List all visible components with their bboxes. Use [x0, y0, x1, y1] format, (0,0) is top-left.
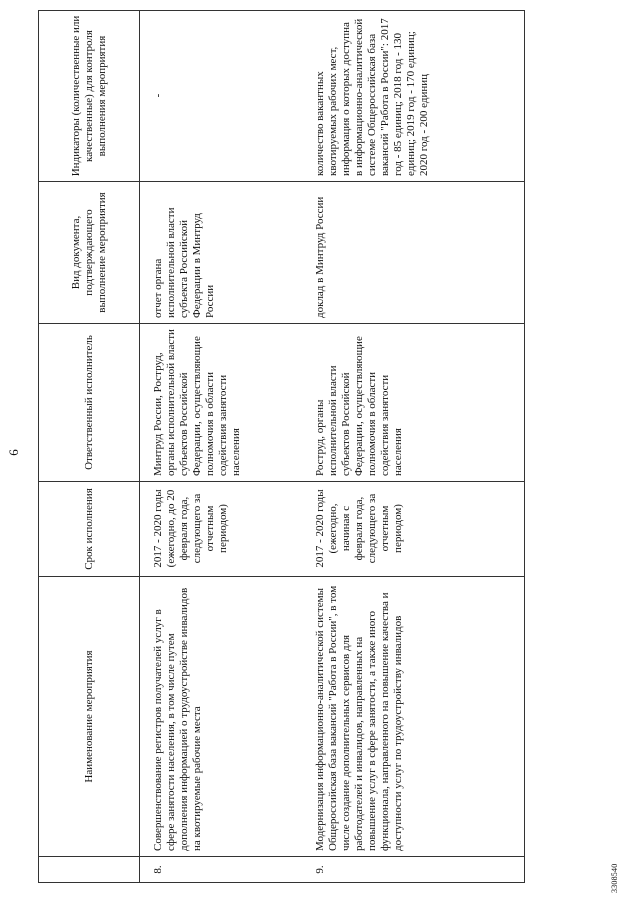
header-name: Наименование мероприятия — [39, 577, 140, 857]
measure-document: отчет органа исполнительной власти субъекта Российской Федерации в Минтруд России — [140, 182, 303, 324]
row-number: 8. — [140, 857, 303, 883]
table-row — [302, 11, 525, 883]
measure-document: доклад в Минтруд России — [302, 182, 525, 324]
measure-indicators: количество вакантных квотируемых рабочих мест, информация о которых доступна в информационно-аналитической системе Общероссийская база вакансий "Работа в России": 2017 год - 85 единиц; 2018 год - 130 единиц; 2019 год - 170 единиц; 2020 год - 200 единиц — [302, 11, 525, 182]
measure-deadline: 2017 - 2020 годы (ежегодно, до 20 февраля года, следующего за отчетным периодом) — [140, 482, 303, 577]
header-indicators: Индикаторы (количественные или качественные) для контроля выполнения мероприятия — [39, 11, 140, 182]
header-document: Вид документа, подтверждающего выполнение мероприятия — [39, 182, 140, 324]
measure-responsible: Роструд, органы исполнительной власти субъектов Российской Федерации, осуществляющие полномочия в области содействия занятости населения — [302, 324, 525, 482]
measure-name: Модернизация информационно-аналитической системы Общероссийская база вакансий "Работа в России", в том числе создание дополнительных сервисов для работодателей и инвалидов, направленных на повышение услуг в сфере занятости, а также иного функционала, направленного на повышение качества и доступности услуг по трудоустройству инвалидов — [302, 577, 525, 857]
table-header-row — [39, 11, 140, 883]
table-row — [140, 11, 303, 883]
measure-deadline: 2017 - 2020 годы (ежегодно, начиная с февраля года, следующего за отчетным периодом) — [302, 482, 525, 577]
document-code: 3308540 — [610, 863, 619, 893]
measure-indicators: - — [140, 11, 303, 182]
measures-table — [38, 10, 525, 883]
header-num — [39, 857, 140, 883]
header-responsible: Ответственный исполнитель — [39, 324, 140, 482]
page-number: 6 — [6, 449, 21, 456]
measure-responsible: Минтруд России, Роструд, органы исполнительной власти субъектов Российской Федерации, осуществляющие полномочия в области содействия занятости населения — [140, 324, 303, 482]
measure-name: Совершенствование регистров получателей услуг в сфере занятости населения, в том числе путем дополнения информацией о трудоустройстве инвалидов на квотируемые рабочие места — [140, 577, 303, 857]
row-number: 9. — [302, 857, 525, 883]
header-deadline: Срок исполнения — [39, 482, 140, 577]
